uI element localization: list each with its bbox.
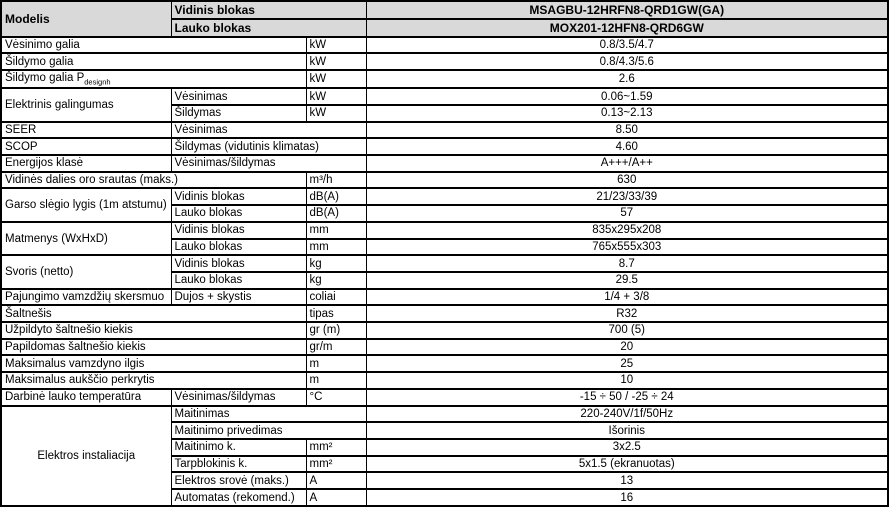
dimensions-indoor-unit: mm <box>306 222 366 239</box>
outdoor-model-value: MOX201-12HFN8-QRD6GW <box>366 19 888 37</box>
operating-temperature-unit: °C <box>306 389 366 406</box>
weight-outdoor-sublabel: Lauko blokas <box>171 272 306 289</box>
outdoor-unit-label: Lauko blokas <box>171 19 366 37</box>
indoor-airflow-label: Vidinės dalies oro srautas (maks.) <box>1 172 306 189</box>
table-row <box>1 255 888 272</box>
electrical-interconnect-cable-sublabel: Tarpblokinis k. <box>171 456 306 473</box>
table-row <box>1 37 888 54</box>
seer-value: 8.50 <box>366 122 888 139</box>
weight-label: Svoris (netto) <box>1 255 171 288</box>
scop-sublabel: Šildymas (vidutinis klimatas) <box>171 138 366 155</box>
table-row <box>1 339 888 356</box>
power-input-heating-value: 0.13~2.13 <box>366 105 888 122</box>
dimensions-outdoor-value: 765x555x303 <box>366 239 888 256</box>
refrigerant-charge-value: 700 (5) <box>366 322 888 339</box>
weight-outdoor-value: 29.5 <box>366 272 888 289</box>
weight-indoor-value: 8.7 <box>366 255 888 272</box>
max-height-difference-unit: m <box>306 372 366 389</box>
energy-class-value: A+++/A++ <box>366 155 888 172</box>
sound-pressure-indoor-value: 21/23/33/39 <box>366 188 888 205</box>
table-row <box>1 372 888 389</box>
sound-pressure-outdoor-unit: dB(A) <box>306 205 366 222</box>
table-row <box>1 53 888 70</box>
indoor-model-value: MSAGBU-12HRFN8-QRD1GW(GA) <box>366 1 888 19</box>
sound-pressure-label: Garso slėgio lygis (1m atstumu) <box>1 188 171 221</box>
power-input-cooling-sublabel: Vėsinimas <box>171 88 306 105</box>
indoor-unit-label: Vidinis blokas <box>171 1 366 19</box>
weight-outdoor-unit: kg <box>306 272 366 289</box>
heating-capacity-value: 0.8/4.3/5.6 <box>366 53 888 70</box>
electrical-interconnect-cable-unit: mm² <box>306 456 366 473</box>
refrigerant-charge-label: Užpildyto šaltnešio kiekis <box>1 322 306 339</box>
refrigerant-charge-unit: gr (m) <box>306 322 366 339</box>
cooling-capacity-unit: kW <box>306 37 366 54</box>
table-row <box>1 188 888 205</box>
cooling-capacity-value: 0.8/3.5/4.7 <box>366 37 888 54</box>
max-pipe-length-label: Maksimalus vamzdyno ilgis <box>1 355 306 372</box>
dimensions-indoor-sublabel: Vidinis blokas <box>171 222 306 239</box>
table-row <box>1 289 888 306</box>
electrical-label: Elektros instaliacija <box>1 406 171 506</box>
electrical-max-current-sublabel: Elektros srovė (maks.) <box>171 472 306 489</box>
refrigerant-value: R32 <box>366 305 888 322</box>
electrical-supply-cable-unit: mm² <box>306 439 366 456</box>
weight-indoor-unit: kg <box>306 255 366 272</box>
refrigerant-label: Šaltnešis <box>1 305 306 322</box>
model-label: Modelis <box>1 1 171 37</box>
power-input-heating-sublabel: Šildymas <box>171 105 306 122</box>
max-pipe-length-value: 25 <box>366 355 888 372</box>
electrical-supply-cable-value: 3x2.5 <box>366 439 888 456</box>
additional-refrigerant-unit: gr/m <box>306 339 366 356</box>
additional-refrigerant-label: Papildomas šaltnešio kiekis <box>1 339 306 356</box>
seer-sublabel: Vėsinimas <box>171 122 366 139</box>
energy-class-label: Energijos klasė <box>1 155 171 172</box>
dimensions-label: Matmenys (WxHxD) <box>1 222 171 255</box>
pipe-diameter-unit: coliai <box>306 289 366 306</box>
table-row <box>1 88 888 105</box>
max-height-difference-value: 10 <box>366 372 888 389</box>
table-row <box>1 70 888 88</box>
electrical-breaker-sublabel: Automatas (rekomend.) <box>171 489 306 506</box>
table-row <box>1 305 888 322</box>
electrical-interconnect-cable-value: 5x1.5 (ekranuotas) <box>366 456 888 473</box>
operating-temperature-sublabel: Vėsinimas/šildymas <box>171 389 306 406</box>
pdesign-value: 2.6 <box>366 70 888 88</box>
indoor-airflow-value: 630 <box>366 172 888 189</box>
pdesign-label-text: Šildymo galia P <box>5 71 85 84</box>
max-pipe-length-unit: m <box>306 355 366 372</box>
electrical-power-supply-value: 220-240V/1f/50Hz <box>366 406 888 423</box>
scop-value: 4.60 <box>366 138 888 155</box>
dimensions-outdoor-sublabel: Lauko blokas <box>171 239 306 256</box>
max-height-difference-label: Maksimalus aukščio perkrytis <box>1 372 306 389</box>
table-row <box>1 138 888 155</box>
operating-temperature-label: Darbinė lauko temperatūra <box>1 389 171 406</box>
pdesign-unit: kW <box>306 70 366 88</box>
pipe-diameter-value: 1/4 + 3/8 <box>366 289 888 306</box>
heating-capacity-unit: kW <box>306 53 366 70</box>
table-row <box>1 1 888 19</box>
cooling-capacity-label: Vėsinimo galia <box>1 37 306 54</box>
electrical-supply-connection-value: Išorinis <box>366 422 888 439</box>
electrical-power-supply-sublabel: Maitinimas <box>171 406 366 423</box>
dimensions-indoor-value: 835x295x208 <box>366 222 888 239</box>
power-input-label: Elektrinis galingumas <box>1 88 171 121</box>
sound-pressure-indoor-unit: dB(A) <box>306 188 366 205</box>
electrical-max-current-unit: A <box>306 472 366 489</box>
heating-capacity-label: Šildymo galia <box>1 53 306 70</box>
table-row <box>1 355 888 372</box>
power-input-cooling-value: 0.06~1.59 <box>366 88 888 105</box>
table-row <box>1 172 888 189</box>
table-row <box>1 406 888 423</box>
pipe-diameter-label: Pajungimo vamzdžių skersmuo <box>1 289 171 306</box>
table-row <box>1 322 888 339</box>
electrical-breaker-value: 16 <box>366 489 888 506</box>
electrical-breaker-unit: A <box>306 489 366 506</box>
pdesign-label <box>1 70 306 88</box>
table-row <box>1 389 888 406</box>
refrigerant-unit: tipas <box>306 305 366 322</box>
electrical-supply-cable-sublabel: Maitinimo k. <box>171 439 306 456</box>
weight-indoor-sublabel: Vidinis blokas <box>171 255 306 272</box>
table-row <box>1 155 888 172</box>
indoor-airflow-unit: m³/h <box>306 172 366 189</box>
pipe-diameter-sublabel: Dujos + skystis <box>171 289 306 306</box>
seer-label: SEER <box>1 122 171 139</box>
pdesign-label-subscript: designh <box>84 77 111 87</box>
table-row <box>1 222 888 239</box>
scop-label: SCOP <box>1 138 171 155</box>
electrical-max-current-value: 13 <box>366 472 888 489</box>
sound-pressure-outdoor-sublabel: Lauko blokas <box>171 205 306 222</box>
operating-temperature-value: -15 ÷ 50 / -25 ÷ 24 <box>366 389 888 406</box>
table-row <box>1 122 888 139</box>
sound-pressure-outdoor-value: 57 <box>366 205 888 222</box>
power-input-cooling-unit: kW <box>306 88 366 105</box>
energy-class-sublabel: Vėsinimas/šildymas <box>171 155 366 172</box>
dimensions-outdoor-unit: mm <box>306 239 366 256</box>
additional-refrigerant-value: 20 <box>366 339 888 356</box>
sound-pressure-indoor-sublabel: Vidinis blokas <box>171 188 306 205</box>
electrical-supply-connection-sublabel: Maitinimo privedimas <box>171 422 366 439</box>
power-input-heating-unit: kW <box>306 105 366 122</box>
